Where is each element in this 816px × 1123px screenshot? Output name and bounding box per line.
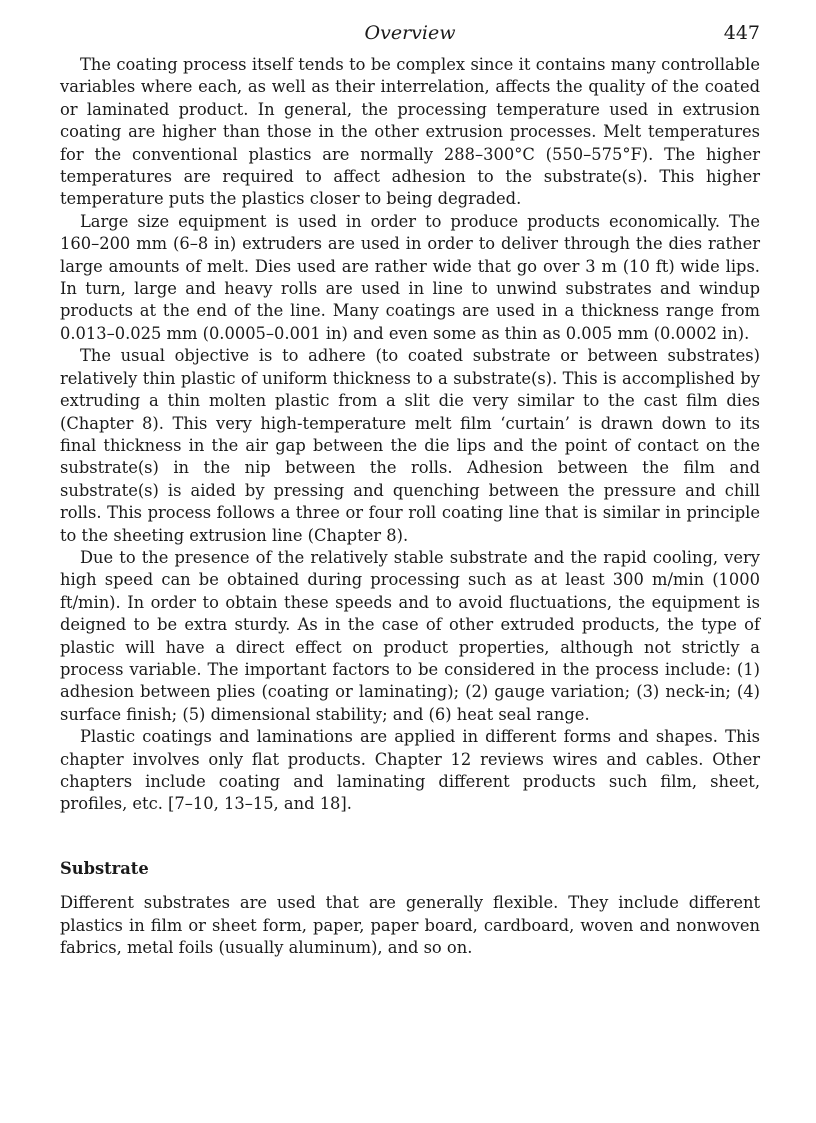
body-paragraph: Plastic coatings and laminations are applied in different forms and shapes. This chapter involves only flat products. Chapter 12 reviews wires and cables. Other chapters include coating and laminating different products such film, sheet, profiles, etc. [7–10, 13–15, and 18].: [60, 727, 760, 814]
book-page: [60, 18, 760, 959]
body-paragraph: Large size equipment is used in order to produce products economically. The 160–200 mm (6–8 in) extruders are used in order to deliver through the dies rather large amounts of melt. Dies used are rather wide that go over 3 m (10 ft) wide lips. In turn, large and heavy rolls are used in line to unwind substrates and windup products at the end of the line. Many coatings are used in a thickness range from 0.013–0.025 mm (0.0005–0.001 in) and even some as thin as 0.005 mm (0.0002 in).: [60, 211, 760, 343]
body-paragraph: The coating process itself tends to be complex since it contains many controllable variables where each, as well as their interrelation, affects the quality of the coated or laminated product. In general, the processing temperature used in extrusion coating are higher than those in the other extrusion processes. Melt temperatures for the conventional plastics are normally 288–300°C (550–575°F). The higher temperatures are required to affect adhesion to the substrate(s). This higher temperature puts the plastics closer to being degraded.: [60, 55, 760, 209]
body-paragraph: The usual objective is to adhere (to coated substrate or between substrates) relatively thin plastic of uniform thickness to a substrate(s). This is accomplished by extruding a thin molten plastic from a slit die very similar to the cast film dies (Chapter 8). This very high-temperature melt film ‘curtain’ is drawn down to its final thickness in the air gap between the die lips and the point of contact on the substrate(s) in the nip between the rolls. Adhesion between the film and substrate(s) is aided by pressing and quenching between the pressure and chill rolls. This process follows a three or four roll coating line that is similar in principle to the sheeting extrusion line (Chapter 8).: [60, 346, 760, 545]
body-paragraph: Due to the presence of the relatively stable substrate and the rapid cooling, very high speed can be obtained during processing such as at least 300 m/min (1000 ft/min). In order to obtain these speeds and to avoid fluctuations, the equipment is deigned to be extra sturdy. As in the case of other extruded products, the type of plastic will have a direct effect on product properties, although not strictly a process variable. The important factors to be considered in the process include: (1) adhesion between plies (coating or laminating); (2) gauge variation; (3) neck-in; (4) surface finish; (5) dimensional stability; and (6) heat seal range.: [60, 547, 760, 724]
section-heading: Substrate: [60, 858, 149, 878]
section-paragraph: Different substrates are used that are generally flexible. They include different plastics in film or sheet form, paper, paper board, cardboard, woven and nonwoven fabrics, metal foils (usually aluminum), and so on.: [60, 893, 760, 958]
running-title: Overview: [364, 22, 456, 44]
running-head: [60, 18, 760, 54]
page-number: 447: [723, 22, 760, 44]
